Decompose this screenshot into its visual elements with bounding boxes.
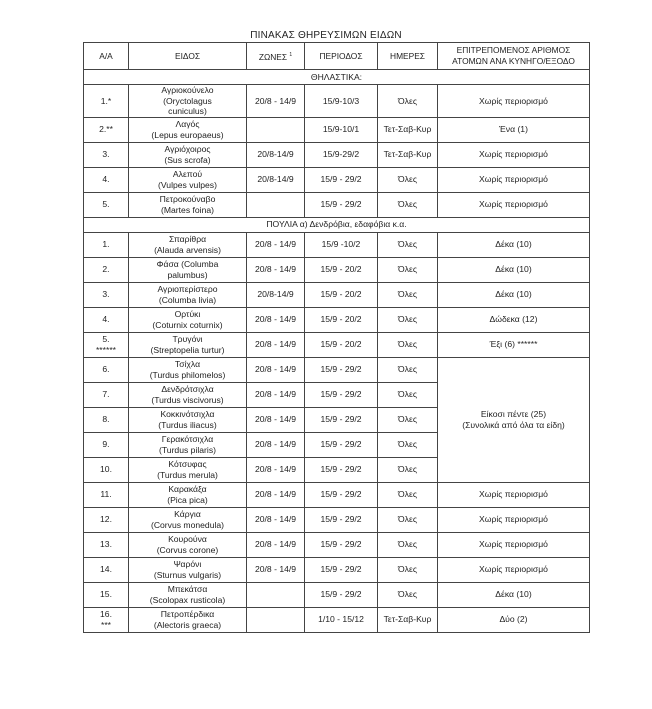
table-row: 4. Ορτύκι (Coturnix coturnix) 20/8 - 14/9 15/9 - 20/2 Όλες Δώδεκα (12): [84, 307, 590, 332]
species-cell: Γερακότσιχλα (Turdus pilaris): [129, 432, 247, 457]
section-mammals: [84, 70, 590, 85]
section-title: ΠΟΥΛΙΑ α) Δενδρόβια, εδαφόβια κ.α.: [84, 217, 590, 232]
species-cell: Δενδρότσιχλα (Turdus viscivorus): [129, 382, 247, 407]
species-cell: Ψαρόνι (Sturnus vulgaris): [129, 557, 247, 582]
table-row: 15. Μπεκάτσα (Scolopax rusticola) 15/9 - 29/2 Όλες Δέκα (10): [84, 582, 590, 607]
table-row: 10. Κότσυφας (Turdus merula) 20/8 - 14/9 15/9 - 29/2 Όλες: [84, 457, 590, 482]
table-row: 9. Γερακότσιχλα (Turdus pilaris) 20/8 - 14/9 15/9 - 29/2 Όλες: [84, 432, 590, 457]
page-title: ΠΙΝΑΚΑΣ ΘΗΡΕΥΣΙΜΩΝ ΕΙΔΩΝ: [250, 30, 402, 41]
species-cell: Πετροκούναβο (Martes foina): [129, 192, 247, 217]
game-species-table: [83, 42, 590, 633]
species-cell: Φάσα (Columba palumbus): [129, 257, 247, 282]
species-cell: Κότσυφας (Turdus merula): [129, 457, 247, 482]
table-row: 13. Κουρούνα (Corvus corone) 20/8 - 14/9 15/9 - 29/2 Όλες Χωρίς περιορισμό: [84, 532, 590, 557]
species-cell: Μπεκάτσα (Scolopax rusticola): [129, 582, 247, 607]
table-row: 3. Αγριοπερίστερο (Columba livia) 20/8-14/9 15/9 - 20/2 Όλες Δέκα (10): [84, 282, 590, 307]
header-allowed: ΕΠΙΤΡΕΠΟΜΕΝΟΣ ΑΡΙΘΜΟΣ ΑΤΟΜΩΝ ΑΝΑ ΚΥΝΗΓΟ/ΕΞΟΔΟ: [438, 43, 590, 70]
thrush-group-allowed: Είκοσι πέντε (25) (Συνολικά από όλα τα είδη): [438, 357, 590, 482]
table-row: 5. Πετροκούναβο (Martes foina) 15/9 - 29/2 Όλες Χωρίς περιορισμό: [84, 192, 590, 217]
species-cell: Τσίχλα (Turdus philomelos): [129, 357, 247, 382]
header-zones: ΖΩΝΕΣ $^1$: [247, 43, 305, 70]
species-cell: Ορτύκι (Coturnix coturnix): [129, 307, 247, 332]
species-cell: Κοκκινότσιχλα (Turdus iliacus): [129, 407, 247, 432]
table-row: 14. Ψαρόνι (Sturnus vulgaris) 20/8 - 14/9 15/9 - 29/2 Όλες Χωρίς περιορισμό: [84, 557, 590, 582]
species-cell: Αγριοκούνελο (Oryctolagus cuniculus): [129, 85, 247, 118]
species-cell: Αλεπού (Vulpes vulpes): [129, 167, 247, 192]
table-row: 2.** Λαγός (Lepus europaeus) 15/9-10/1 Τετ-Σαβ-Κυρ Ένα (1): [84, 117, 590, 142]
section-birds: [84, 217, 590, 232]
species-cell: Κουρούνα (Corvus corone): [129, 532, 247, 557]
table-row: 8. Κοκκινότσιχλα (Turdus iliacus) 20/8 - 14/9 15/9 - 29/2 Όλες: [84, 407, 590, 432]
species-cell: Λαγός (Lepus europaeus): [129, 117, 247, 142]
table-row: 12. Κάργια (Corvus monedula) 20/8 - 14/9 15/9 - 29/2 Όλες Χωρίς περιορισμό: [84, 507, 590, 532]
species-cell: Σπαρίθρα (Alauda arvensis): [129, 232, 247, 257]
table-row: 7. Δενδρότσιχλα (Turdus viscivorus) 20/8 - 14/9 15/9 - 29/2 Όλες: [84, 382, 590, 407]
table-row: 16. *** Πετροπέρδικα (Alectoris graeca) 1/10 - 15/12 Τετ-Σαβ-Κυρ Δύο (2): [84, 607, 590, 632]
table-row: 5. ****** Τρυγόνι (Streptopelia turtur) 20/8 - 14/9 15/9 - 20/2 Όλες Έξι (6) ******: [84, 332, 590, 357]
species-cell: Καρακάξα (Pica pica): [129, 482, 247, 507]
table-row: 6. Τσίχλα (Turdus philomelos) 20/8 - 14/9 15/9 - 29/2 Όλες Είκοσι πέντε (25) (Συνολικά από όλα τα είδη): [84, 357, 590, 382]
header-row: [84, 43, 590, 70]
species-cell: Αγριοπερίστερο (Columba livia): [129, 282, 247, 307]
header-species: ΕΙΔΟΣ: [129, 43, 247, 70]
section-title: ΘΗΛΑΣΤΙΚΑ:: [84, 70, 590, 85]
table-row: 2. Φάσα (Columba palumbus) 20/8 - 14/9 15/9 - 20/2 Όλες Δέκα (10): [84, 257, 590, 282]
species-cell: Αγριόχοιρος (Sus scrofa): [129, 142, 247, 167]
table-row: 11. Καρακάξα (Pica pica) 20/8 - 14/9 15/9 - 29/2 Όλες Χωρίς περιορισμό: [84, 482, 590, 507]
table-row: 1. Σπαρίθρα (Alauda arvensis) 20/8 - 14/9 15/9 -10/2 Όλες Δέκα (10): [84, 232, 590, 257]
species-cell: Πετροπέρδικα (Alectoris graeca): [129, 607, 247, 632]
table-row: 1.* Αγριοκούνελο (Oryctolagus cuniculus) 20/8 - 14/9 15/9-10/3 Όλες Χωρίς περιορισμό: [84, 85, 590, 118]
header-period: ΠΕΡΙΟΔΟΣ: [305, 43, 378, 70]
header-days: ΗΜΕΡΕΣ: [378, 43, 438, 70]
header-aa: Α/Α: [84, 43, 129, 70]
table-row: 4. Αλεπού (Vulpes vulpes) 20/8-14/9 15/9 - 29/2 Όλες Χωρίς περιορισμό: [84, 167, 590, 192]
species-cell: Κάργια (Corvus monedula): [129, 507, 247, 532]
species-cell: Τρυγόνι (Streptopelia turtur): [129, 332, 247, 357]
table-row: 3. Αγριόχοιρος (Sus scrofa) 20/8-14/9 15/9-29/2 Τετ-Σαβ-Κυρ Χωρίς περιορισμό: [84, 142, 590, 167]
